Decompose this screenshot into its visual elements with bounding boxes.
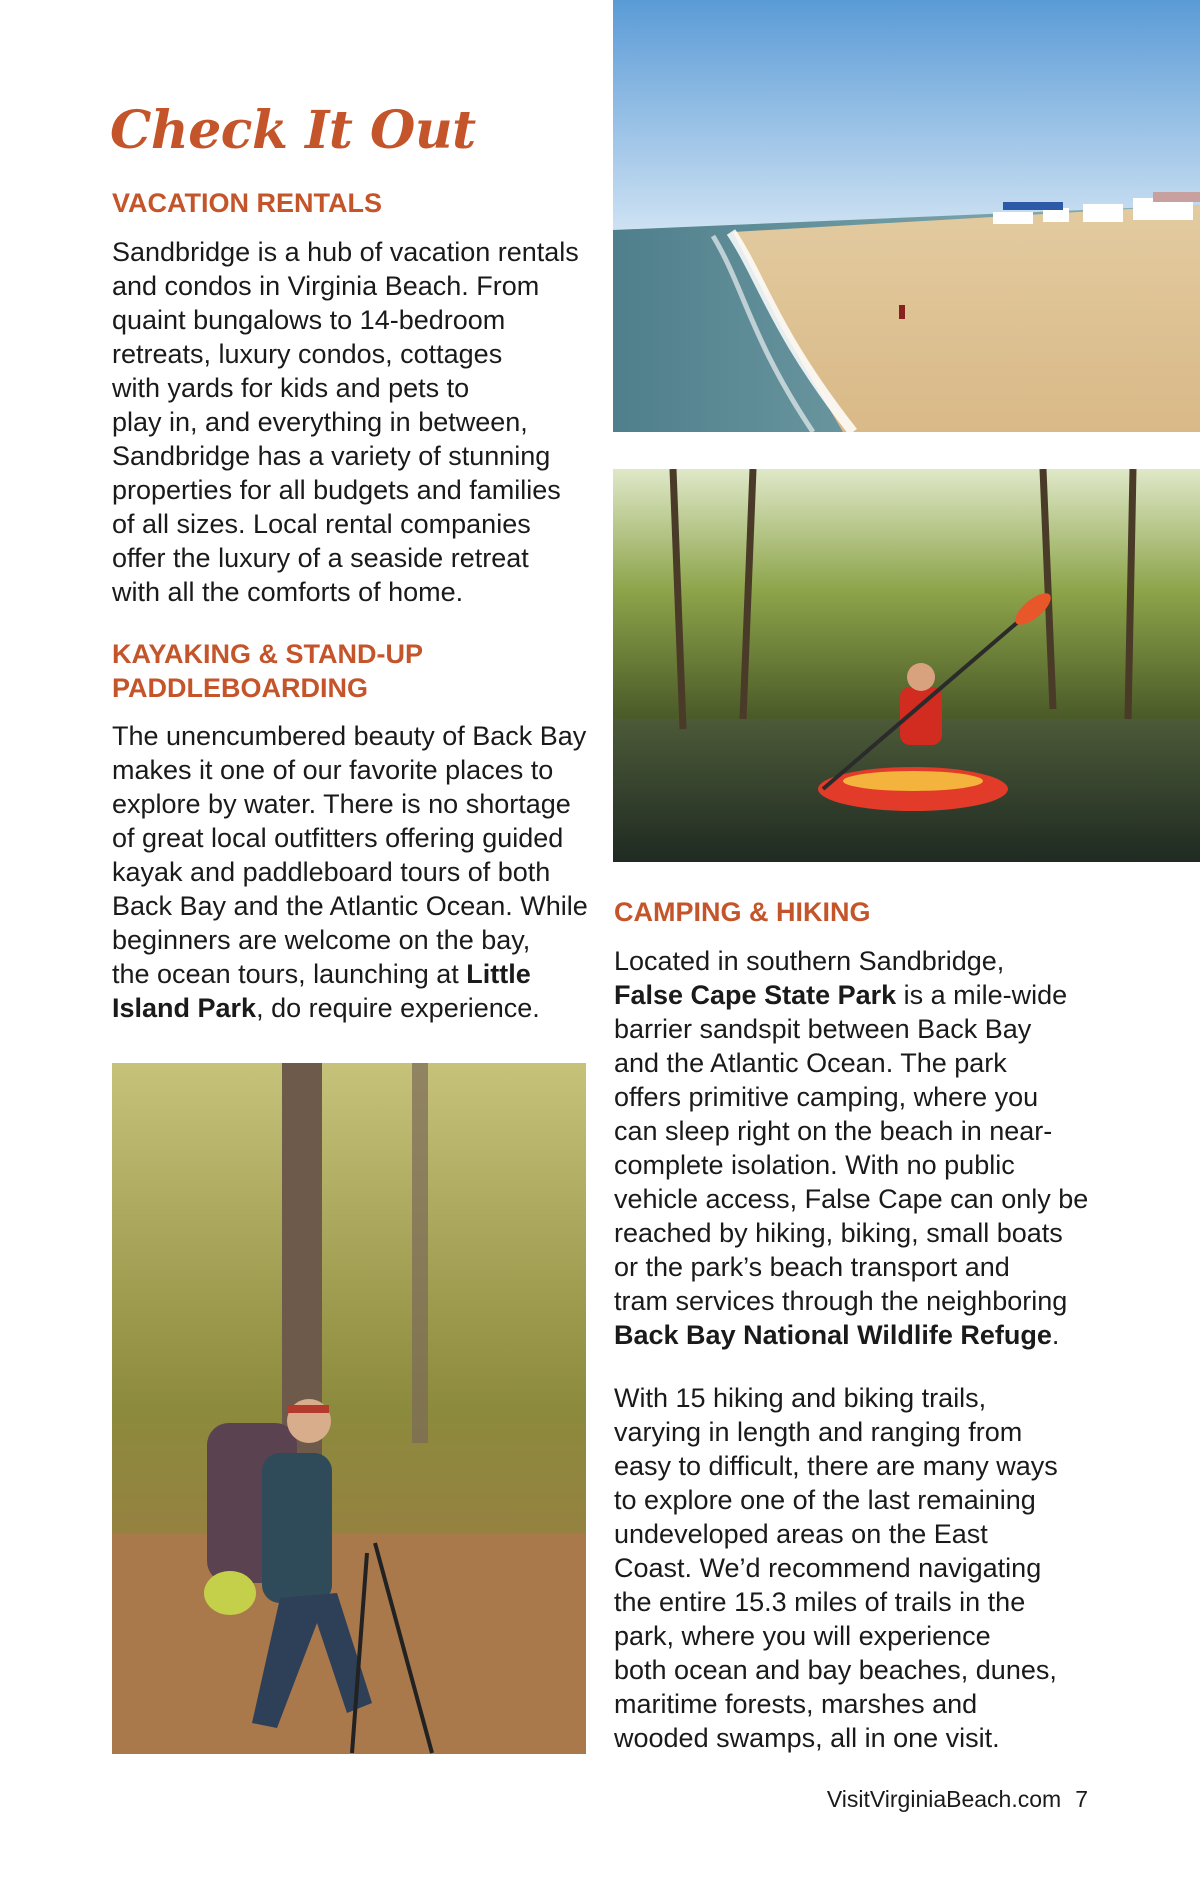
little-island-park-name: Little — [466, 959, 531, 989]
text-run: is a mile-wide — [896, 980, 1068, 1010]
camping-text-2 — [614, 1381, 1058, 1755]
false-cape-park-name: False Cape State Park — [614, 980, 897, 1010]
camping-hiking-heading: CAMPING & HIKING — [614, 897, 871, 927]
beach-illustration — [613, 0, 1200, 432]
text-line: Located in southern Sandbridge, — [614, 946, 1005, 976]
text-line: properties for all budgets and families — [112, 475, 561, 505]
text-line: The unencumbered beauty of Back Bay — [112, 721, 587, 751]
text-line: With 15 hiking and biking trails, — [614, 1383, 987, 1413]
text-line: beginners are welcome on the bay, — [112, 925, 531, 955]
text-line — [112, 991, 588, 1025]
text-line: with yards for kids and pets to — [112, 373, 470, 403]
vacation-rentals-heading: VACATION RENTALS — [112, 188, 382, 218]
text-line: Sandbridge is a hub of vacation rentals — [112, 237, 579, 267]
text-line: kayak and paddleboard tours of both — [112, 857, 551, 887]
text-line: wooded swamps, all in one visit. — [614, 1723, 1000, 1753]
text-line — [112, 957, 588, 991]
text-line: Sandbridge has a variety of stunning — [112, 441, 551, 471]
vacation-rentals-text — [112, 235, 579, 609]
text-line: Coast. We’d recommend navigating — [614, 1553, 1042, 1583]
text-line: Back Bay and the Atlantic Ocean. While — [112, 891, 588, 921]
page-title: Check It Out — [110, 100, 476, 161]
text-line: with all the comforts of home. — [112, 577, 464, 607]
camping-text-1 — [614, 944, 1088, 1352]
text-line: or the park’s beach transport and — [614, 1252, 1010, 1282]
text-line: of great local outfitters offering guided — [112, 823, 564, 853]
text-line: can sleep right on the beach in near- — [614, 1116, 1053, 1146]
text-line: barrier sandspit between Back Bay — [614, 1014, 1032, 1044]
text-line: tram services through the neighboring — [614, 1286, 1068, 1316]
refuge-name: Back Bay National Wildlife Refuge — [614, 1320, 1052, 1350]
text-line: and the Atlantic Ocean. The park — [614, 1048, 1007, 1078]
text-line: undeveloped areas on the East — [614, 1519, 988, 1549]
text-line: varying in length and ranging from — [614, 1417, 1023, 1447]
text-line: park, where you will experience — [614, 1621, 991, 1651]
text-line: play in, and everything in between, — [112, 407, 528, 437]
text-line: makes it one of our favorite places to — [112, 755, 554, 785]
text-line: maritime forests, marshes and — [614, 1689, 978, 1719]
page-number: 7 — [1075, 1786, 1088, 1812]
heading-line: KAYAKING & STAND-UP — [112, 639, 424, 669]
text-line: offers primitive camping, where you — [614, 1082, 1039, 1112]
text-line: both ocean and bay beaches, dunes, — [614, 1655, 1057, 1685]
kayaking-text — [112, 719, 588, 1025]
hiker-photo — [112, 1063, 586, 1754]
heading-line: PADDLEBOARDING — [112, 673, 368, 703]
kayaking-heading — [112, 637, 423, 705]
page-footer — [827, 1786, 1088, 1813]
text-line: easy to difficult, there are many ways — [614, 1451, 1058, 1481]
text-line: offer the luxury of a seaside retreat — [112, 543, 529, 573]
little-island-park-name-cont: Island Park — [112, 993, 257, 1023]
text-line: to explore one of the last remaining — [614, 1485, 1036, 1515]
text-line: reached by hiking, biking, small boats — [614, 1218, 1063, 1248]
text-line: vehicle access, False Cape can only be — [614, 1184, 1089, 1214]
text-run: . — [1051, 1320, 1060, 1350]
text-line: the entire 15.3 miles of trails in the — [614, 1587, 1026, 1617]
footer-website: VisitVirginiaBeach.com — [826, 1786, 1062, 1812]
text-line: retreats, luxury condos, cottages — [112, 339, 503, 369]
text-line: quaint bungalows to 14-bedroom — [112, 305, 506, 335]
text-line — [614, 1318, 1088, 1352]
kayak-photo — [613, 469, 1200, 862]
text-line: explore by water. There is no shortage — [112, 789, 571, 819]
text-run: , do require experience. — [256, 993, 540, 1023]
text-run: the ocean tours, launching at — [112, 959, 467, 989]
text-line: of all sizes. Local rental companies — [112, 509, 531, 539]
text-line: and condos in Virginia Beach. From — [112, 271, 540, 301]
text-line — [614, 978, 1088, 1012]
hiker-illustration — [112, 1063, 586, 1754]
text-line: complete isolation. With no public — [614, 1150, 1015, 1180]
kayak-illustration — [613, 469, 1200, 862]
beach-photo — [613, 0, 1200, 432]
